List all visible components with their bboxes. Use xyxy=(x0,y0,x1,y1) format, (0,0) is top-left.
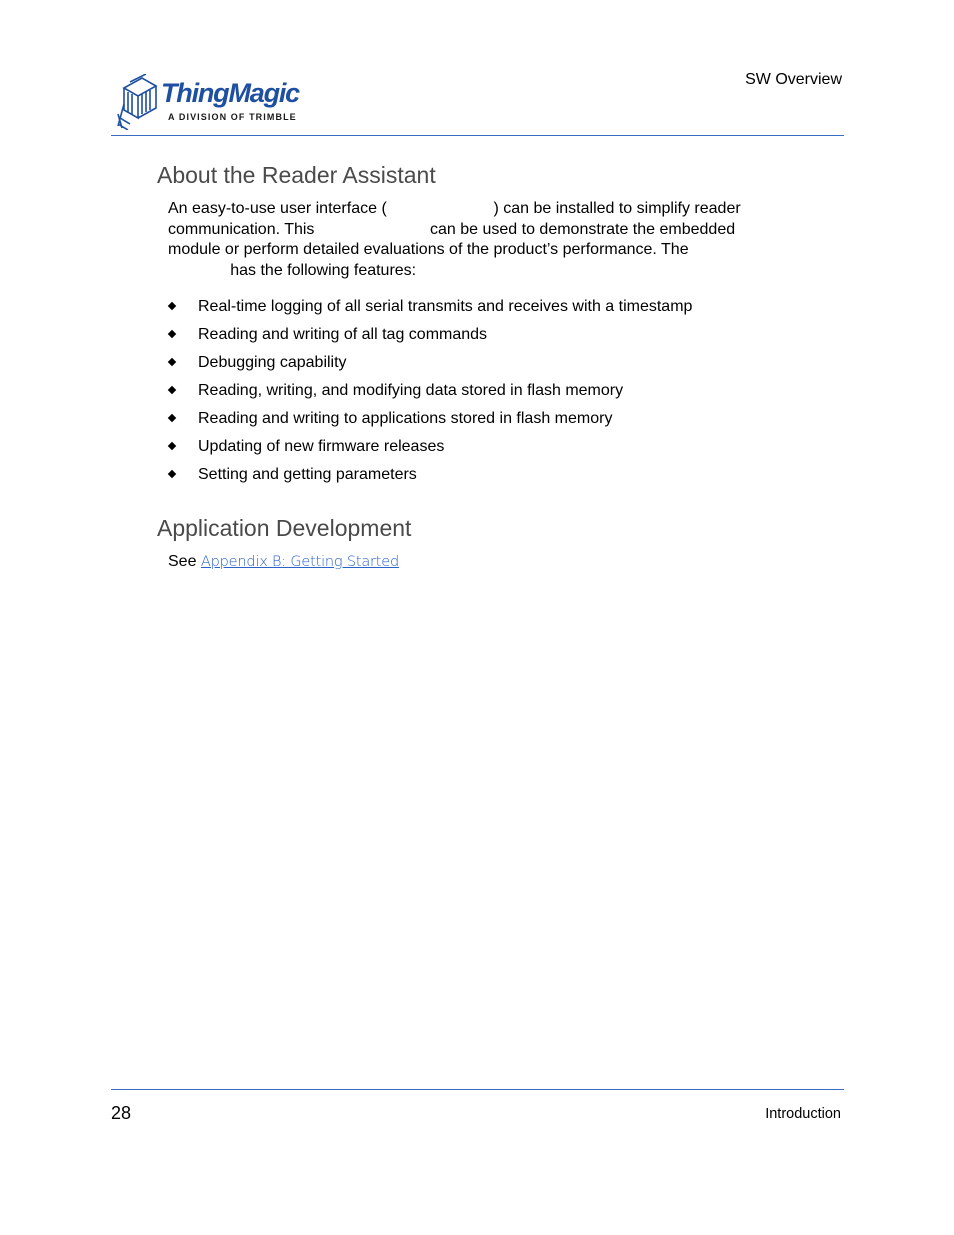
diamond-bullet-icon xyxy=(168,470,176,478)
diamond-bullet-icon xyxy=(168,442,176,450)
paragraph-line: module or perform detailed evaluations of the product’s performance. The xyxy=(168,241,689,258)
list-item-text: Reading and writing of all tag commands xyxy=(198,326,488,343)
diamond-bullet-icon xyxy=(168,302,176,310)
list-item xyxy=(168,464,692,492)
list-item-text: Debugging capability xyxy=(198,354,347,371)
logo-wordmark: ThingMagic xyxy=(161,78,299,108)
list-item xyxy=(168,296,692,324)
list-item-text: Real-time logging of all serial transmits and receives with a timestamp xyxy=(198,298,693,315)
list-item-text: Reading and writing to applications stored in flash memory xyxy=(198,410,613,427)
list-item xyxy=(168,436,692,464)
scanner-logo-icon xyxy=(116,74,162,130)
heading-application-development: Application Development xyxy=(157,515,412,541)
running-header-section: SW Overview xyxy=(745,71,842,88)
list-item-text: Setting and getting parameters xyxy=(198,466,417,483)
diamond-bullet-icon xyxy=(168,358,176,366)
diamond-bullet-icon xyxy=(168,386,176,394)
list-item xyxy=(168,324,692,352)
list-item xyxy=(168,352,692,380)
see-reference xyxy=(168,551,399,573)
thingmagic-logo xyxy=(116,72,316,132)
list-item-text: Reading, writing, and modifying data stored in flash memory xyxy=(198,382,624,399)
feature-list xyxy=(168,296,692,492)
header-rule xyxy=(111,135,844,136)
see-prefix: See xyxy=(168,553,201,570)
page-number: 28 xyxy=(111,1103,132,1123)
appendix-b-link[interactable]: Appendix B: Getting Started xyxy=(200,554,399,570)
paragraph-line: An easy-to-use user interface ( ) can be installed to simplify reader xyxy=(168,200,741,217)
heading-about-reader-assistant: About the Reader Assistant xyxy=(157,162,436,188)
paragraph-line: communication. This can be used to demonstrate the embedded xyxy=(168,220,736,238)
diamond-bullet-icon xyxy=(168,330,176,338)
diamond-bullet-icon xyxy=(168,414,176,422)
footer-chapter: Introduction xyxy=(765,1106,841,1122)
list-item xyxy=(168,380,692,408)
paragraph-line: has the following features: xyxy=(168,261,417,279)
list-item xyxy=(168,408,692,436)
list-item-text: Updating of new firmware releases xyxy=(198,438,445,455)
footer-rule xyxy=(111,1089,844,1090)
about-paragraph xyxy=(168,199,808,281)
logo-tagline: A DIVISION OF TRIMBLE xyxy=(168,112,297,122)
